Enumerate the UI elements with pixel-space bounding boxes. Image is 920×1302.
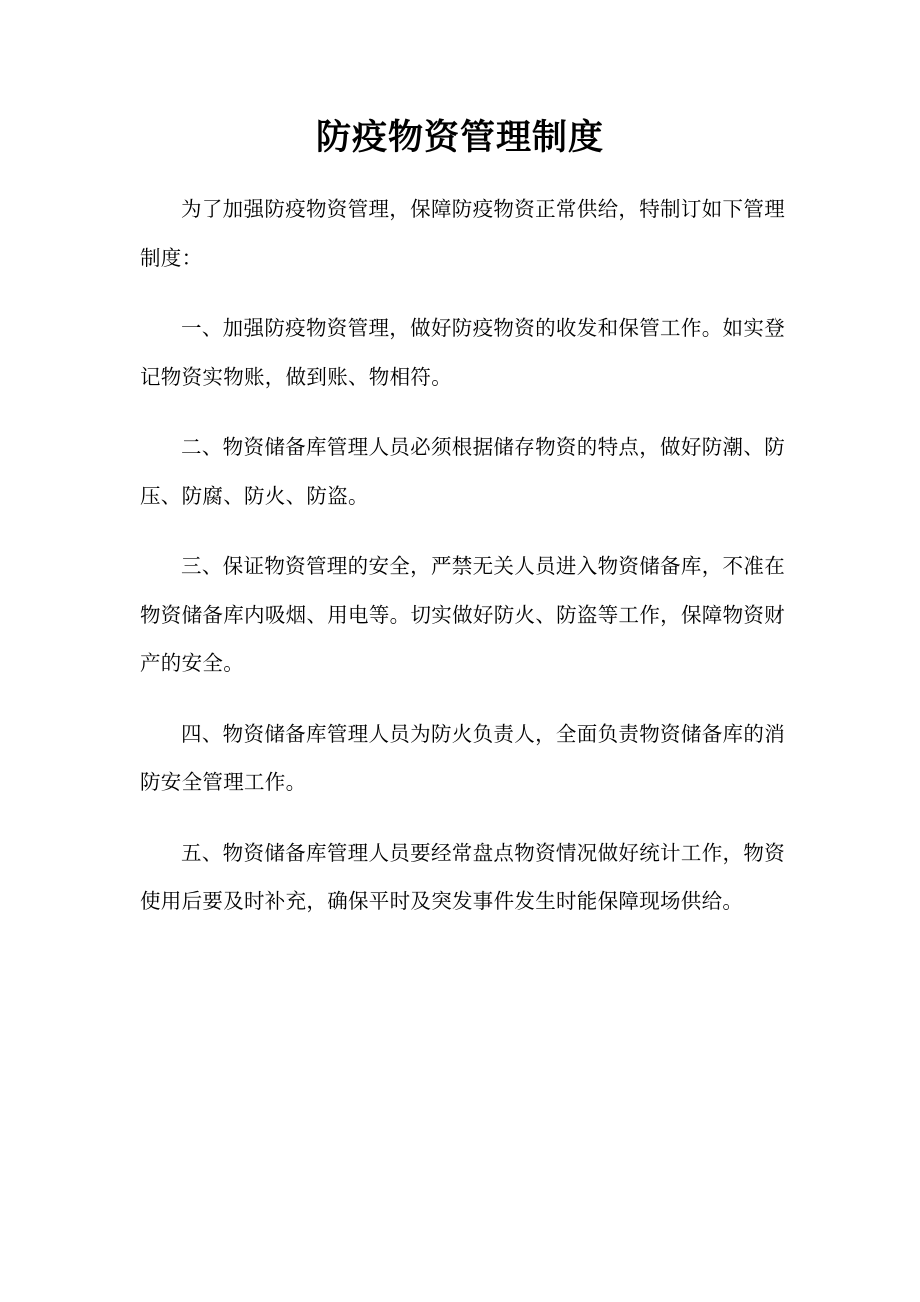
rule-1-paragraph: 一、加强防疫物资管理，做好防疫物资的收发和保管工作。如实登记物资实物账，做到账、物相符。: [140, 316, 785, 389]
rule-3-paragraph: 三、保证物资管理的安全，严禁无关人员进入物资储备库，不准在物资储备库内吸烟、用电等。切实做好防火、防盗等工作，保障物资财产的安全。: [140, 554, 785, 675]
rule-5-paragraph: 五、物资储备库管理人员要经常盘点物资情况做好统计工作，物资使用后要及时补充，确保平时及突发事件发生时能保障现场供给。: [140, 840, 785, 913]
rule-4-paragraph: 四、物资储备库管理人员为防火负责人，全面负责物资储备库的消防安全管理工作。: [140, 721, 785, 794]
rule-2-paragraph: 二、物资储备库管理人员必须根据储存物资的特点，做好防潮、防压、防腐、防火、防盗。: [140, 435, 785, 508]
document-body: [140, 185, 785, 948]
intro-paragraph: 为了加强防疫物资管理，保障防疫物资正常供给，特制订如下管理制度：: [140, 197, 785, 270]
document-title: 防疫物资管理制度: [315, 117, 604, 158]
